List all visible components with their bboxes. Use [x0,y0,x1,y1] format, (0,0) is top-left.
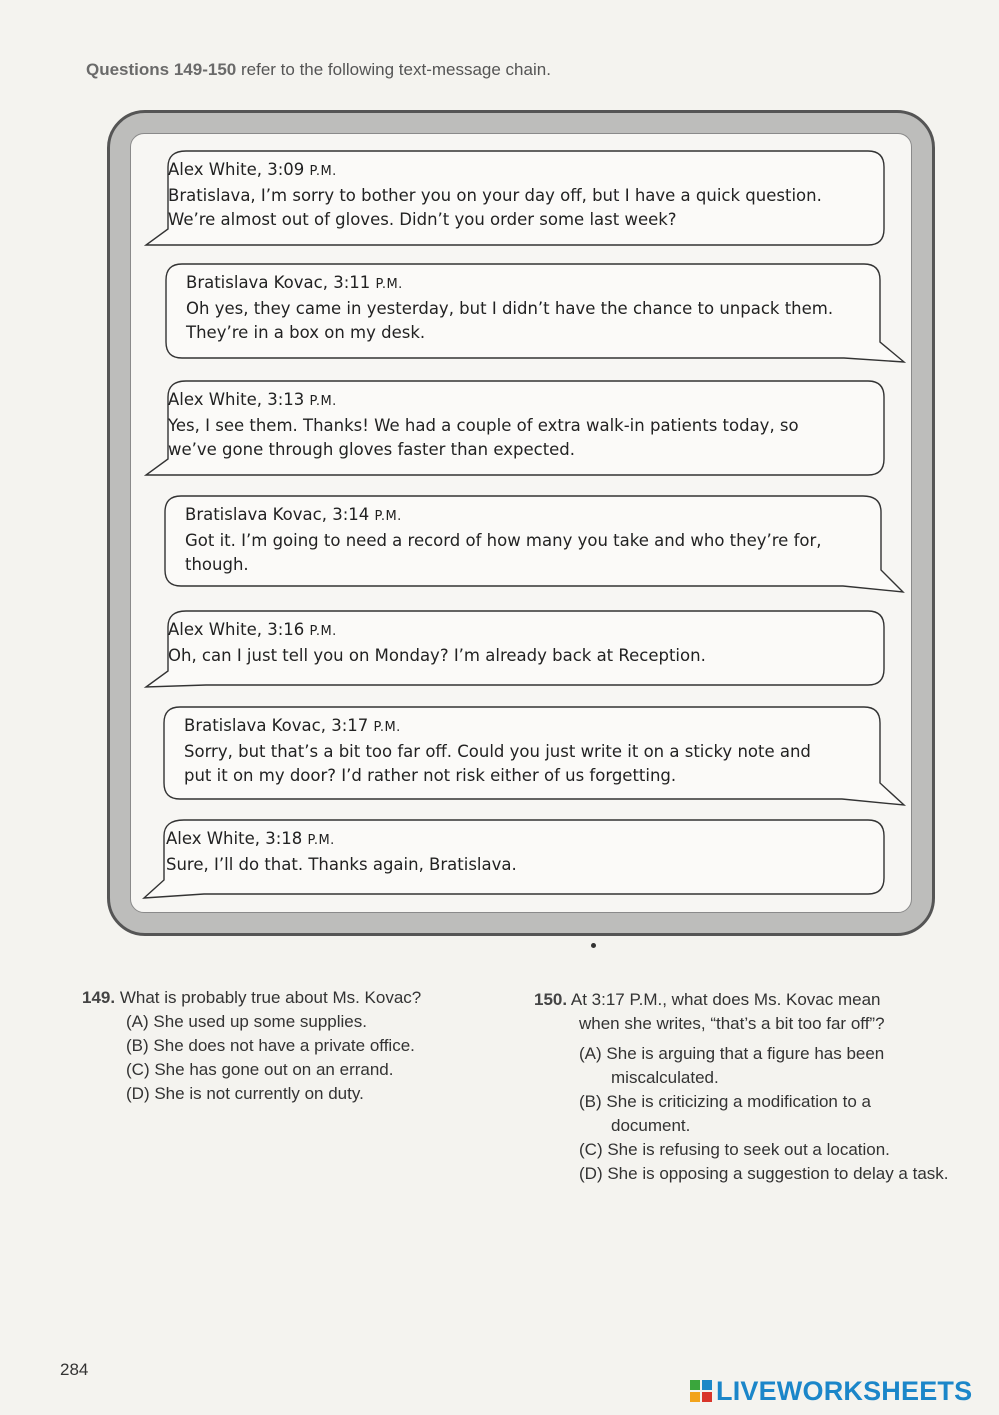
message-line: Oh, can I just tell you on Monday? I’m already back at Reception. [168,646,706,665]
message-line: we’ve gone through gloves faster than expected. [168,440,576,459]
message-line: Bratislava, I’m sorry to bother you on your day off, but I have a quick question. [168,186,822,205]
message-header: Bratislava Kovac, 3:14 P.M. [185,505,402,524]
message-header: Bratislava Kovac, 3:11 P.M. [186,273,403,292]
bullet-dot [591,943,596,948]
question-149 [82,986,502,1106]
logo-grid-icon [690,1380,712,1404]
message-header: Alex White, 3:18 P.M. [166,829,335,848]
answer-option[interactable]: (D) She is opposing a suggestion to delay a task. [579,1164,949,1183]
message-line: Oh yes, they came in yesterday, but I didn’t have the chance to unpack them. [186,299,834,318]
message-line: Got it. I’m going to need a record of how many you take and who they’re for, [185,531,822,550]
message-line: though. [185,555,249,574]
message-line: Sure, I’ll do that. Thanks again, Bratislava. [166,855,517,874]
intro-line [86,60,551,80]
answer-option[interactable]: (A) She used up some supplies. [126,1012,367,1031]
message-bubble [146,149,886,249]
message-line: Yes, I see them. Thanks! We had a couple of extra walk-in patients today, so [168,416,799,435]
message-bubble [146,379,886,479]
message-header: Alex White, 3:16 P.M. [168,620,337,639]
message-header: Alex White, 3:13 P.M. [168,390,337,409]
message-line: They’re in a box on my desk. [186,323,426,342]
intro-text: refer to the following text-message chain. [240,60,551,79]
message-bubble [146,609,886,689]
answer-option[interactable]: (C) She has gone out on an errand. [126,1060,394,1079]
message-bubble [163,494,905,594]
message-header: Alex White, 3:09 P.M. [168,160,337,179]
message-line: We’re almost out of gloves. Didn’t you order some last week? [168,210,677,229]
message-bubble [162,705,906,807]
message-bubble [144,818,886,900]
question-range: Questions 149-150 [86,60,237,79]
page-number: 284 [60,1360,89,1379]
message-header: Bratislava Kovac, 3:17 P.M. [184,716,401,735]
question-stem-line: when she writes, “that’s a bit too far off”? [579,1014,885,1033]
answer-option[interactable]: (B) She is criticizing a modification to a document. [579,1092,871,1135]
logo-text: LIVEWORKSHEETS [716,1376,973,1406]
answer-option[interactable]: (C) She is refusing to seek out a location. [579,1140,890,1159]
question-stem: 150. At 3:17 P.M., what does Ms. Kovac mean [534,990,881,1009]
answer-option[interactable]: (D) She is not currently on duty. [126,1084,364,1103]
answer-option[interactable]: (A) She is arguing that a figure has been miscalculated. [579,1044,885,1087]
answer-option[interactable]: (B) She does not have a private office. [126,1036,415,1055]
message-line: put it on my door? I’d rather not risk either of us forgetting. [184,766,677,785]
liveworksheets-logo [690,1376,990,1408]
message-line: Sorry, but that’s a bit too far off. Could you just write it on a sticky note and [184,742,811,761]
question-stem: 149. What is probably true about Ms. Kovac? [82,988,422,1007]
question-150 [534,988,954,1186]
message-bubble [164,262,906,366]
